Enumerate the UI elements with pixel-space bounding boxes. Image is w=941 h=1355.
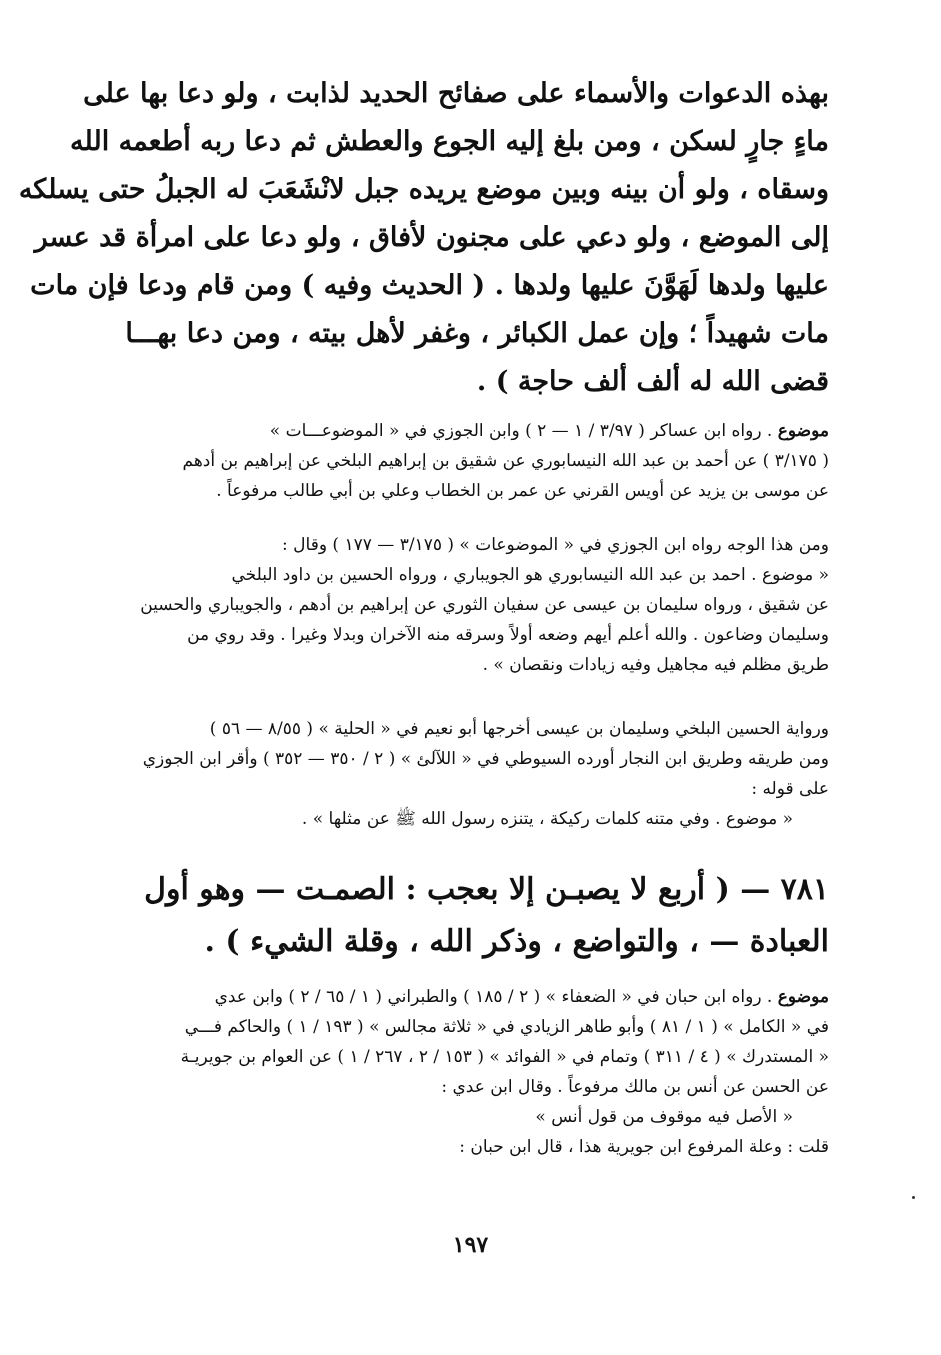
text-line: « الأصل فيه موقوف من قول أنس » (535, 1107, 793, 1127)
commentary-paragraph (112, 530, 829, 680)
ruling-label: موضوع (777, 421, 829, 441)
text-line: ومن هذا الوجه رواه ابن الجوزي في « الموضوعات » ( ٣/١٧٥ — ١٧٧ ) وقال : (282, 535, 829, 555)
text-line: « موضوع . احمد بن عبد الله النيسابوري هو الجويباري ، ورواه الحسين بن داود البلخي (231, 565, 829, 585)
stray-mark (912, 1196, 915, 1199)
text-line: ٧٨١ — ( أربع لا يصبـن إلا بعجب : الصمـت — وهو أول (144, 872, 829, 907)
text-line: عن شقيق ، ورواه سليمان بن عيسى عن سفيان الثوري عن إبراهيم بن أدهم ، والجويباري والحسين (140, 595, 829, 615)
text-line: على قوله : (751, 779, 829, 799)
text-line: طريق مظلم فيه مجاهيل وفيه زيادات ونقصان » . (482, 655, 829, 675)
text-line: إلى الموضع ، ولو دعي على مجنون لأفاق ، ولو دعا على امرأة قد عسر (34, 222, 829, 253)
text-line: ( ٣/١٧٥ ) عن أحمد بن عبد الله النيسابوري عن شقيق بن إبراهيم البلخي عن إبراهيم بن أدهم (182, 451, 829, 471)
text-line: عليها ولدها لَهَوَّنَ عليها ولدها . ( الحديث وفيه ) ومن قام ودعا فإن مات (30, 270, 829, 301)
text-line: قلت : وعلة المرفوع ابن جويرية هذا ، قال ابن حبان : (459, 1137, 829, 1157)
text-line: وسقاه ، ولو أن بينه وبين موضع يريده جبل لانْشَعَبَ له الجبلُ حتى يسلكه (18, 174, 829, 205)
commentary-paragraph (112, 982, 829, 1162)
text-line: عن موسى بن يزيد عن أويس القرني عن عمر بن الخطاب وعلي بن أبي طالب مرفوعاً . (216, 481, 829, 501)
text-line: ماءٍ جارٍ لسكن ، ومن بلغ إليه الجوع والعطش ثم دعا ربه أطعمه الله (70, 126, 829, 157)
text-line: مات شهيداً ؛ وإن عمل الكبائر ، وغفر لأهل بيته ، ومن دعا بهـــا (125, 318, 829, 349)
commentary-paragraph (112, 416, 829, 506)
main-hadith-text (18, 70, 829, 406)
text-line: « المستدرك » ( ٤ / ٣١١ ) وتمام في « الفوائد » ( ١٥٣ / ٢ ، ٢٦٧ / ١ ) عن العوام بن جويريـة (180, 1047, 829, 1067)
text-line: العبادة — ، والتواضع ، وذكر الله ، وقلة الشيء ) . (204, 924, 829, 959)
text-line: ورواية الحسين البلخي وسليمان بن عيسى أخرجها أبو نعيم في « الحلية » ( ٨/٥٥ — ٥٦ ) (209, 719, 829, 739)
text-line: موضوع . رواه ابن حبان في « الضعفاء » ( ٢ / ١٨٥ ) والطبراني ( ١ / ٦٥ / ٢ ) وابن عدي (214, 987, 829, 1007)
text-line: بهذه الدعوات والأسماء على صفائح الحديد لذابت ، ولو دعا بها على (83, 78, 829, 109)
text-line: عن الحسن عن أنس بن مالك مرفوعاً . وقال ابن عدي : (441, 1077, 829, 1097)
commentary-paragraph (112, 714, 829, 834)
text-line: في « الكامل » ( ١ / ٨١ ) وأبو طاهر الزيادي في « ثلاثة مجالس » ( ١٩٣ / ١ ) والحاكم فـــي (184, 1017, 829, 1037)
hadith-781 (112, 864, 829, 968)
ruling-label: موضوع (777, 987, 829, 1007)
page-number: ١٩٧ (452, 1232, 489, 1258)
text-line: ومن طريقه وطريق ابن النجار أورده السيوطي في « اللآلئ » ( ٢ / ٣٥٠ — ٣٥٢ ) وأقر ابن الجوزي (142, 749, 829, 769)
text-line: موضوع . رواه ابن عساكر ( ٣/٩٧ / ١ — ٢ ) وابن الجوزي في « الموضوعـــات » (269, 421, 829, 441)
text-line: قضى الله له ألف ألف حاجة ) . (476, 366, 829, 397)
text-line: وسليمان وضاعون . والله أعلم أيهم وضعه أولاً وسرقه منه الآخران وبدلا وغيرا . وقد روي من (187, 625, 829, 645)
text-line: « موضوع . وفي متنه كلمات ركيكة ، يتنزه رسول الله ﷺ عن مثلها » . (301, 809, 793, 829)
